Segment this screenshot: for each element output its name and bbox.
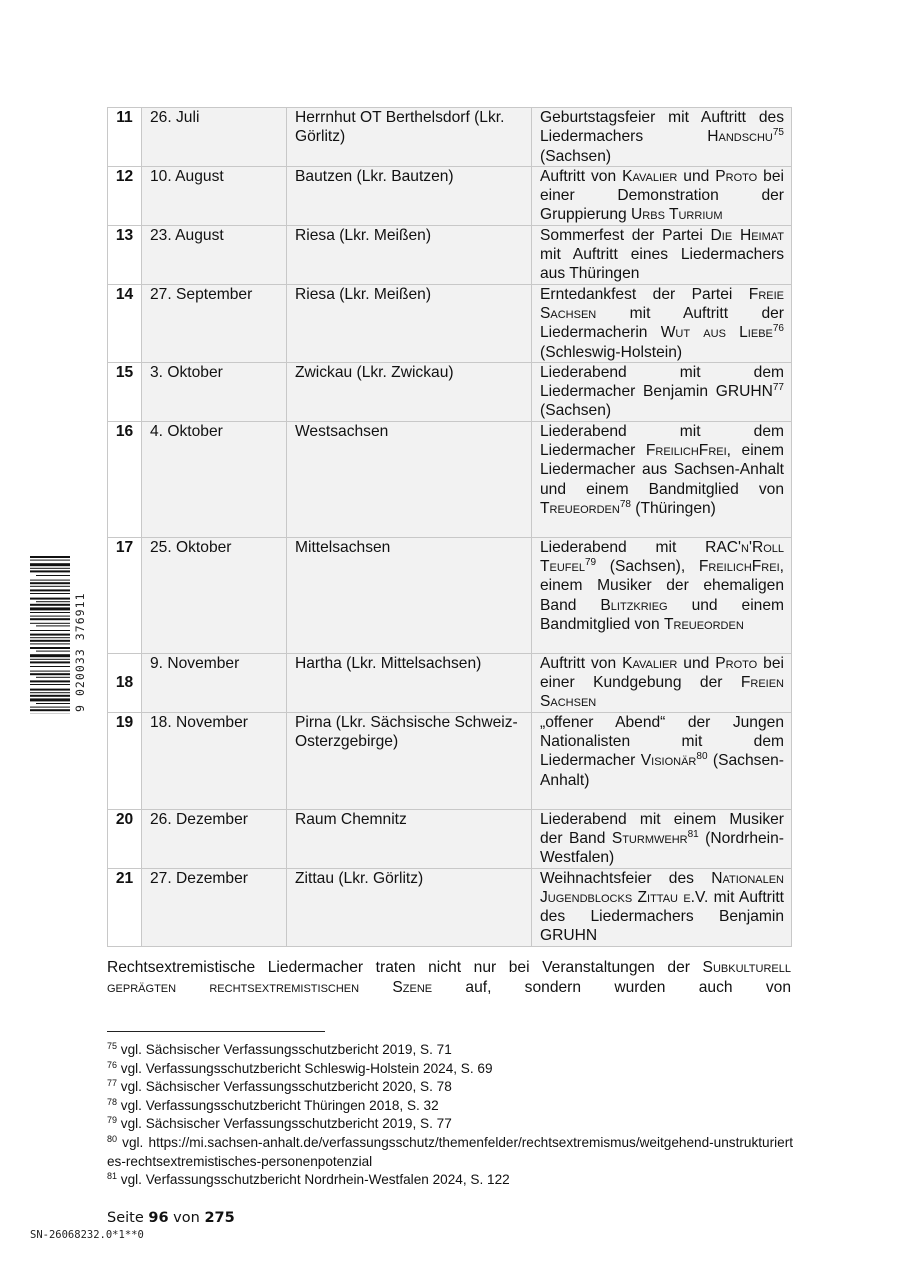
barcode-bar bbox=[30, 689, 70, 691]
event-date: 10. August bbox=[142, 166, 287, 225]
text-run: Auftritt von bbox=[540, 167, 623, 185]
event-description bbox=[532, 225, 792, 284]
text-run: Liederabend mit einem Musiker der Band bbox=[540, 810, 784, 847]
barcode-bar bbox=[30, 680, 70, 682]
barcode-image bbox=[30, 556, 70, 714]
footnote bbox=[107, 1115, 793, 1134]
text-run: bei einer Demonstration der Gruppierung bbox=[540, 167, 784, 224]
event-place: Zwickau (Lkr. Zwickau) bbox=[287, 362, 532, 421]
smallcaps-name: Urbs Turrium bbox=[631, 206, 723, 224]
row-number: 13 bbox=[108, 225, 142, 284]
text-run: mit Auftritt der Liedermacherin bbox=[540, 304, 784, 342]
smallcaps-name: Freie Sachsen bbox=[540, 285, 784, 322]
event-description bbox=[532, 421, 792, 537]
table-row bbox=[108, 225, 792, 284]
event-place: Westsachsen bbox=[287, 421, 532, 537]
text-run: und einem Bandmitglied von bbox=[540, 596, 784, 633]
barcode-bar bbox=[30, 695, 70, 697]
text-run: Auftritt von bbox=[540, 654, 623, 672]
text-run: bei einer Kundgebung der bbox=[540, 654, 784, 692]
footnote-number: 78 bbox=[107, 1096, 118, 1107]
footnote-number: 79 bbox=[107, 1115, 118, 1126]
smallcaps-name: Freien Sachsen bbox=[540, 674, 784, 711]
text-run: Sommerfest der Partei bbox=[540, 226, 711, 244]
barcode-bar bbox=[30, 593, 70, 594]
text-run: , einem Liedermacher aus Sachsen-Anhalt und einem Bandmitglied von bbox=[540, 442, 784, 498]
barcode-bar bbox=[30, 582, 70, 584]
text-run: mit Auftritt eines Liedermachers aus Thüringen bbox=[540, 246, 784, 283]
events-table-body bbox=[108, 108, 792, 947]
event-place: Riesa (Lkr. Meißen) bbox=[287, 284, 532, 362]
event-place: Zittau (Lkr. Görlitz) bbox=[287, 868, 532, 946]
text-run: Liederabend mit bbox=[540, 538, 706, 556]
smallcaps-name: Blitzkrieg bbox=[600, 596, 668, 614]
footnote-number: 77 bbox=[107, 1078, 118, 1089]
text-run: (Nordrhein-Westfalen) bbox=[540, 829, 784, 867]
footnote-text: vgl. Sächsischer Verfassungsschutzbericht 2020, S. 78 bbox=[117, 1079, 452, 1095]
row-number: 19 bbox=[108, 712, 142, 809]
barcode-bar bbox=[30, 556, 70, 558]
event-place: Hartha (Lkr. Mittelsachsen) bbox=[287, 653, 532, 712]
event-description bbox=[532, 868, 792, 946]
text-run: (Sachsen) bbox=[540, 402, 612, 420]
event-description bbox=[532, 809, 792, 868]
barcode-bar bbox=[30, 623, 70, 624]
table-row bbox=[108, 537, 792, 653]
text-run: , einem Musiker der ehemaligen Band bbox=[540, 558, 784, 614]
smallcaps-name: Proto bbox=[715, 654, 758, 672]
row-number: 15 bbox=[108, 362, 142, 421]
barcode-bar bbox=[30, 604, 70, 606]
row-number: 14 bbox=[108, 284, 142, 362]
row-number: 18 bbox=[108, 653, 142, 712]
table-row bbox=[108, 108, 792, 167]
event-date: 3. Oktober bbox=[142, 362, 287, 421]
footnote bbox=[107, 1060, 793, 1079]
text-run: (Thüringen) bbox=[630, 499, 716, 517]
barcode-bar bbox=[30, 707, 70, 708]
text-run: (Sachsen), bbox=[596, 558, 699, 576]
barcode-bar bbox=[30, 643, 70, 644]
footnote-text: vgl. Verfassungsschutzbericht Schleswig-Holstein 2024, S. 69 bbox=[117, 1060, 493, 1076]
text-run: Weihnachtsfeier des bbox=[540, 869, 712, 887]
barcode-bar bbox=[30, 630, 70, 631]
smallcaps-name: Proto bbox=[715, 167, 758, 185]
footnote bbox=[107, 1134, 793, 1171]
barcode-bar bbox=[30, 586, 70, 587]
smallcaps-name: RAC'n'Roll Teufel bbox=[540, 538, 784, 576]
event-place: Riesa (Lkr. Meißen) bbox=[287, 225, 532, 284]
table-row bbox=[108, 809, 792, 868]
smallcaps-name: Kavalier bbox=[622, 654, 678, 672]
footnote-number: 81 bbox=[107, 1171, 118, 1182]
text-run: „offener Abend“ der Jungen Nationalisten mit dem Liedermacher bbox=[540, 713, 784, 770]
footnote-number: 76 bbox=[107, 1059, 118, 1070]
footnote bbox=[107, 1097, 793, 1116]
barcode-bar bbox=[30, 654, 70, 657]
event-date: 23. August bbox=[142, 225, 287, 284]
text-run: Geburtstagsfeier mit Auftritt des Liedermachers bbox=[540, 109, 784, 146]
barcode-bar bbox=[30, 570, 70, 572]
row-number: 11 bbox=[108, 108, 142, 167]
text-run: Erntedankfest der Partei bbox=[540, 285, 749, 303]
footnote bbox=[107, 1041, 793, 1060]
event-date: 27. Dezember bbox=[142, 868, 287, 946]
footnote-text: vgl. Sächsischer Verfassungsschutzbericht 2019, S. 77 bbox=[117, 1116, 452, 1132]
table-row bbox=[108, 166, 792, 225]
event-date: 4. Oktober bbox=[142, 421, 287, 537]
barcode-bar bbox=[30, 671, 70, 672]
row-number: 16 bbox=[108, 421, 142, 537]
table-row bbox=[108, 284, 792, 362]
barcode-bar bbox=[30, 673, 70, 675]
barcode-bar bbox=[30, 637, 70, 638]
page-prefix: Seite bbox=[107, 1210, 144, 1226]
smallcaps-name: Wut aus Liebe bbox=[660, 324, 773, 342]
text-run: auf, sondern wurden auch von bbox=[432, 978, 791, 996]
barcode-bar bbox=[30, 692, 70, 693]
barcode-bar bbox=[30, 580, 70, 581]
barcode-bar bbox=[30, 634, 70, 636]
barcode-bar bbox=[36, 703, 70, 704]
table-row bbox=[108, 362, 792, 421]
row-number: 17 bbox=[108, 537, 142, 653]
footnote-ref: 75 bbox=[772, 127, 784, 139]
event-date: 18. November bbox=[142, 712, 287, 809]
smallcaps-name: Subkulturell geprägten rechtsextremistischen Szene bbox=[107, 959, 791, 996]
smallcaps-name: Handschu bbox=[707, 128, 773, 146]
barcode-bar bbox=[36, 625, 70, 626]
text-run: mit Auftritt des Liedermachers Benjamin GRUHN bbox=[540, 888, 784, 945]
event-date: 26. Juli bbox=[142, 108, 287, 167]
smallcaps-name: Die Heimat bbox=[710, 226, 784, 244]
barcode-bar bbox=[30, 616, 70, 617]
event-description bbox=[532, 653, 792, 712]
barcode-digits: 9 020033 376911 bbox=[73, 592, 87, 712]
smallcaps-name: Sturmwehr bbox=[611, 829, 688, 847]
row-number: 20 bbox=[108, 809, 142, 868]
barcode-bar bbox=[30, 612, 70, 613]
event-date: 27. September bbox=[142, 284, 287, 362]
footnote-ref: 76 bbox=[772, 323, 784, 335]
barcode-bar bbox=[36, 651, 70, 652]
smallcaps-name: Visionär bbox=[640, 752, 697, 770]
barcode-bar bbox=[36, 601, 70, 602]
barcode-bar bbox=[30, 598, 70, 600]
footnote-text: vgl. Sächsischer Verfassungsschutzbericht 2019, S. 71 bbox=[117, 1042, 452, 1057]
event-description bbox=[532, 537, 792, 653]
barcode-bar bbox=[36, 575, 70, 576]
barcode-bar bbox=[30, 607, 70, 610]
text-run: und bbox=[677, 167, 716, 185]
event-date: 25. Oktober bbox=[142, 537, 287, 653]
table-row bbox=[108, 421, 792, 537]
barcode-bar bbox=[30, 618, 70, 620]
barcode-bar bbox=[36, 677, 70, 678]
text-run: (Sachsen-Anhalt) bbox=[540, 752, 784, 789]
smallcaps-name: Nationalen Jugendblocks Zittau e.V. bbox=[540, 869, 784, 906]
smallcaps-name: FreilichFrei bbox=[698, 558, 780, 576]
table-row bbox=[108, 868, 792, 946]
barcode-bar bbox=[30, 709, 70, 711]
text-run: Liederabend mit dem Liedermacher Benjamin GRUHN bbox=[540, 363, 784, 401]
event-description bbox=[532, 166, 792, 225]
footnote-text: vgl. https://mi.sachsen-anhalt.de/verfassungsschutz/themenfelder/rechtsextremismus/weitgehend-unstrukturiertes-rechtsextremistisches-personenpotenzial bbox=[107, 1134, 793, 1169]
row-number: 21 bbox=[108, 868, 142, 946]
footnote-ref: 79 bbox=[584, 557, 597, 569]
barcode-bar bbox=[30, 563, 70, 566]
page-total: 275 bbox=[204, 1210, 235, 1226]
event-place: Bautzen (Lkr. Bautzen) bbox=[287, 166, 532, 225]
footnote-number: 80 bbox=[107, 1133, 118, 1144]
text-run: (Schleswig-Holstein) bbox=[540, 343, 683, 361]
footnote-ref: 81 bbox=[687, 828, 699, 840]
event-place: Herrnhut OT Berthelsdorf (Lkr. Görlitz) bbox=[287, 108, 532, 167]
footnote bbox=[107, 1078, 793, 1097]
barcode-bar bbox=[30, 560, 70, 561]
text-run: und bbox=[677, 654, 716, 672]
barcode-bar bbox=[30, 589, 70, 591]
row-number: 12 bbox=[108, 166, 142, 225]
footnote-text: vgl. Verfassungsschutzbericht Nordrhein-Westfalen 2024, S. 122 bbox=[117, 1172, 510, 1188]
footnote-text: vgl. Verfassungsschutzbericht Thüringen 2018, S. 32 bbox=[117, 1097, 439, 1113]
page-current: 96 bbox=[148, 1210, 169, 1226]
text-run: Rechtsextremistische Liedermacher traten nicht nur bei Veranstaltungen der bbox=[107, 959, 703, 976]
barcode-bar bbox=[30, 661, 70, 663]
page-separator: von bbox=[173, 1210, 200, 1226]
event-date: 9. November bbox=[142, 653, 287, 712]
footnote-number: 75 bbox=[107, 1041, 118, 1051]
barcode-bar bbox=[30, 647, 70, 649]
barcode-bar bbox=[30, 568, 70, 569]
event-description bbox=[532, 712, 792, 809]
text-run: Liederabend mit dem Liedermacher bbox=[540, 422, 784, 460]
barcode-bar bbox=[30, 698, 70, 701]
text-run: (Sachsen) bbox=[540, 147, 612, 165]
event-place: Mittelsachsen bbox=[287, 537, 532, 653]
footnote-ref: 77 bbox=[772, 382, 784, 394]
event-description bbox=[532, 108, 792, 167]
footnote-list bbox=[107, 1041, 793, 1190]
table-row bbox=[108, 712, 792, 809]
event-place: Raum Chemnitz bbox=[287, 809, 532, 868]
page-number bbox=[107, 1210, 235, 1226]
table-row bbox=[108, 653, 792, 712]
smallcaps-name: Kavalier bbox=[622, 167, 678, 185]
event-date: 26. Dezember bbox=[142, 809, 287, 868]
footnote-ref: 78 bbox=[619, 498, 631, 510]
barcode-bar bbox=[30, 659, 70, 660]
barcode-bar bbox=[30, 684, 70, 685]
event-place: Pirna (Lkr. Sächsische Schweiz-Osterzgebirge) bbox=[287, 712, 532, 809]
smallcaps-name: FreilichFrei bbox=[645, 442, 727, 460]
barcode-bar bbox=[30, 666, 70, 667]
smallcaps-name: Treueorden bbox=[663, 615, 744, 633]
footnote-separator bbox=[107, 1031, 325, 1032]
document-id: SN-26068232.0*1**0 bbox=[30, 1229, 144, 1241]
event-description bbox=[532, 284, 792, 362]
smallcaps-name: Treueorden bbox=[540, 499, 620, 517]
body-paragraph bbox=[107, 958, 791, 997]
footnote bbox=[107, 1171, 793, 1190]
barcode-bar bbox=[30, 640, 70, 642]
events-table bbox=[107, 107, 792, 947]
event-description bbox=[532, 362, 792, 421]
footnote-ref: 80 bbox=[696, 751, 708, 763]
